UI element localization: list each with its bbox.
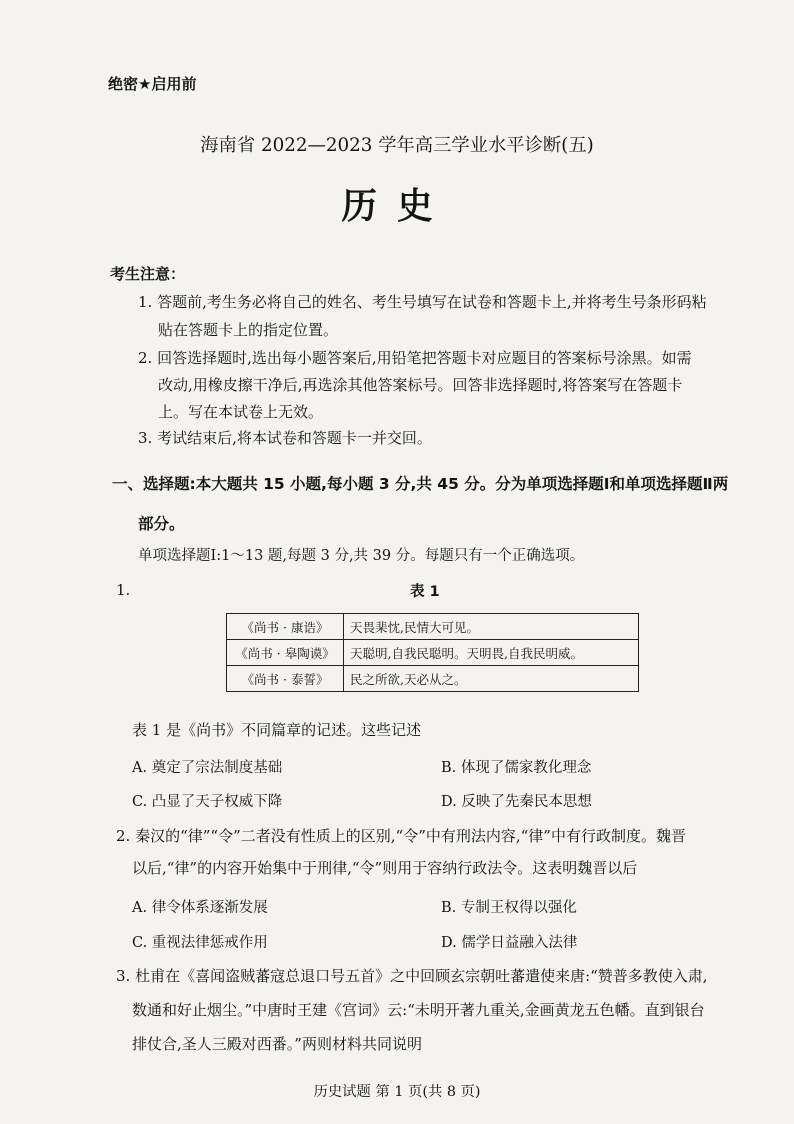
option-d: D. 反映了先秦民本思想 [441, 794, 592, 810]
notice-line: 上。写在本试卷上无效。 [158, 403, 324, 421]
table-row [227, 640, 639, 666]
table-cell-quote: 天畏棐忱,民情大可见。 [344, 614, 639, 640]
section-heading-cont: 部分。 [138, 515, 185, 533]
question-stem-cont: 以后,“律”的内容开始集中于刑律,“令”则用于容纳行政法令。这表明魏晋以后 [132, 859, 638, 877]
question-stem: 2. 秦汉的“律”“令”二者没有性质上的区别,“令”中有刑法内容,“律”中有行政制度。魏晋 [116, 827, 686, 845]
section-heading: 一、选择题:本大题共 15 小题,每小题 3 分,共 45 分。分为单项选择题Ⅰ和单项选择题Ⅱ两 [112, 475, 729, 493]
option-c: C. 重视法律惩戒作用 [132, 935, 268, 951]
question-stem: 3. 杜甫在《喜闻盗贼蕃寇总退口号五首》之中回顾玄宗朝吐蕃遣使来唐:“赞普多教使入肃, [116, 967, 708, 985]
table-row [227, 614, 639, 640]
subject-title: 历史 [341, 186, 453, 227]
exam-title: 海南省 2022—2023 学年高三学业水平诊断(五) [200, 135, 594, 156]
notice-line: 3. 考试结束后,将本试卷和答题卡一并交回。 [138, 429, 432, 447]
confidential-label: 绝密★启用前 [108, 75, 197, 93]
table-cell-quote: 民之所欲,天必从之。 [344, 666, 639, 692]
question-stem-cont: 排仗合,圣人三殿对西番。”两则材料共同说明 [132, 1035, 422, 1053]
notice-line: 1. 答题前,考生务必将自己的姓名、考生号填写在试卷和答题卡上,并将考生号条形码粘 [138, 293, 707, 311]
option-b: B. 专制王权得以强化 [441, 900, 577, 916]
notice-heading: 考生注意： [110, 265, 186, 283]
notice-line: 改动,用橡皮擦干净后,再选涂其他答案标号。回答非选择题时,将答案写在答题卡 [158, 376, 683, 394]
option-c: C. 凸显了天子权威下降 [132, 794, 283, 810]
table-cell-quote: 天聪明,自我民聪明。天明畏,自我民明威。 [344, 640, 639, 666]
table-row [227, 666, 639, 692]
table-cell-source: 《尚书 · 皋陶谟》 [227, 640, 344, 666]
option-b: B. 体现了儒家教化理念 [441, 760, 592, 776]
question-number: 1. [116, 581, 131, 599]
notice-line: 2. 回答选择题时,选出每小题答案后,用铅笔把答题卡对应题目的答案标号涂黑。如需 [138, 349, 692, 367]
question-stem: 表 1 是《尚书》不同篇章的记述。这些记述 [132, 721, 422, 739]
notice-line: 贴在答题卡上的指定位置。 [158, 321, 339, 339]
option-d: D. 儒学日益融入法律 [441, 935, 578, 951]
source-table [226, 613, 639, 692]
subsection-intro: 单项选择题Ⅰ:1～13 题,每题 3 分,共 39 分。每题只有一个正确选项。 [138, 548, 585, 564]
option-a: A. 奠定了宗法制度基础 [132, 760, 283, 776]
option-a: A. 律令体系逐渐发展 [132, 900, 268, 916]
page-footer: 历史试题 第 1 页(共 8 页) [313, 1084, 481, 1100]
table-title: 表 1 [410, 584, 440, 600]
question-stem-cont: 数通和好止烟尘。”中唐时王建《宫词》云:“未明开著九重关,金画黄龙五色幡。直到银台 [132, 1001, 705, 1019]
table-cell-source: 《尚书 · 泰誓》 [227, 666, 344, 692]
table-cell-source: 《尚书 · 康诰》 [227, 614, 344, 640]
